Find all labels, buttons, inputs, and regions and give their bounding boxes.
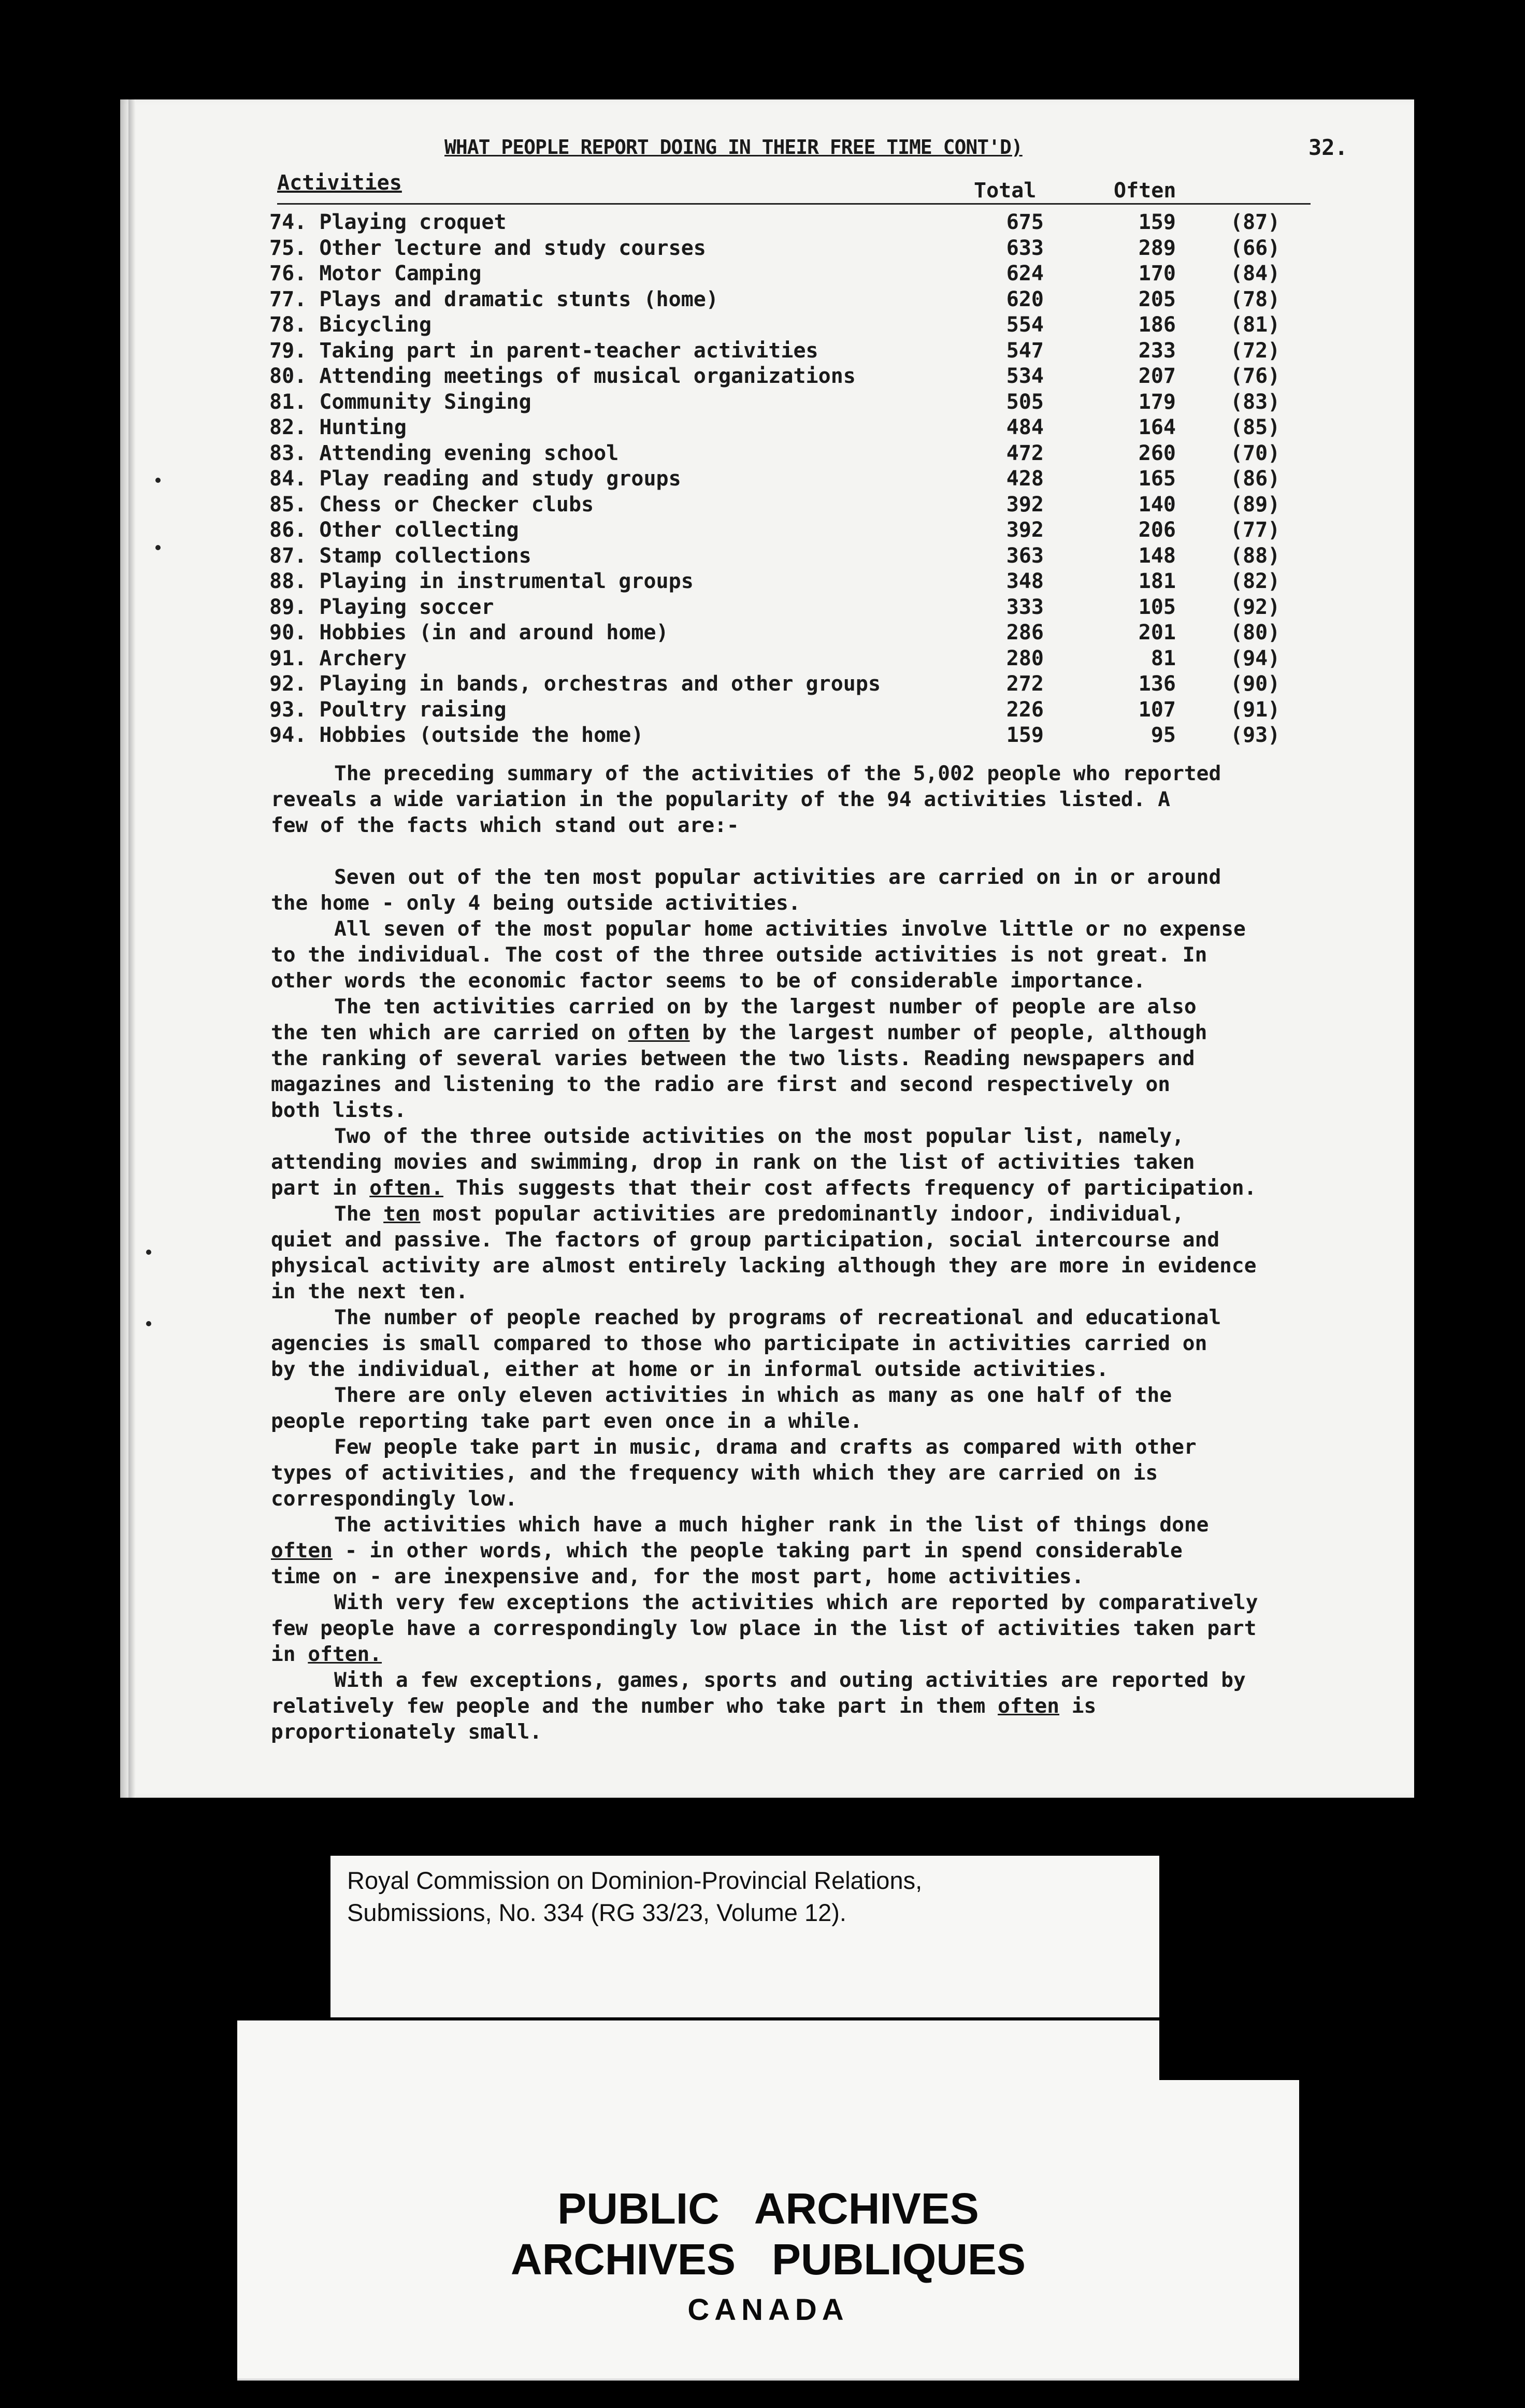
often-rank: (88)	[1230, 543, 1281, 568]
total-count: 675	[1006, 210, 1044, 234]
total-count: 159	[1006, 723, 1044, 747]
margin-mark	[155, 478, 161, 483]
often-rank: (84)	[1230, 262, 1281, 285]
table-row	[269, 361, 1326, 387]
underlined-word: often	[271, 1539, 333, 1563]
table-row	[269, 566, 1326, 592]
header-rule	[277, 203, 1311, 205]
table-row	[269, 336, 1326, 362]
often-rank: (66)	[1230, 236, 1281, 260]
text-run: With a few exceptions, games, sports and outing activities are reported by relatively few people and the number who take part in them	[271, 1668, 1246, 1718]
often-count: 207	[1138, 364, 1176, 388]
often-rank: (70)	[1230, 441, 1281, 465]
total-count: 428	[1006, 467, 1044, 491]
often-count: 233	[1138, 338, 1176, 363]
activity-name: 85. Chess or Checker clubs	[269, 492, 594, 517]
margin-mark	[155, 545, 161, 550]
total-count: 392	[1006, 492, 1044, 517]
activity-name: 77. Plays and dramatic stunts (home)	[269, 287, 718, 311]
total-count: 348	[1006, 569, 1044, 593]
often-count: 140	[1138, 492, 1176, 517]
often-count: 95	[1150, 723, 1176, 747]
text-run: most popular activities are predominantly indoor, individual, quiet and passive. The factors of group participation, social intercourse and physical activity are almost entirely lacking although they are more in evidence in the next ten.	[271, 1202, 1257, 1303]
often-rank: (78)	[1230, 287, 1281, 311]
often-rank: (86)	[1230, 467, 1281, 491]
page-number: 32.	[1308, 135, 1348, 160]
activity-name: 74. Playing croquet	[269, 210, 507, 234]
table-row	[269, 618, 1326, 643]
often-count: 136	[1138, 672, 1176, 696]
total-count: 547	[1006, 338, 1044, 363]
total-count: 333	[1006, 595, 1044, 619]
activity-name: 83. Attending evening school	[269, 441, 619, 465]
text-run: The ten activities carried on by the largest number of people are also the ten which are carried on	[271, 995, 1197, 1044]
table-row	[269, 259, 1326, 284]
total-count: 554	[1006, 313, 1044, 337]
total-count: 484	[1006, 415, 1044, 439]
total-count: 392	[1006, 518, 1044, 542]
column-header-often: Often	[1114, 179, 1176, 203]
often-count: 148	[1138, 543, 1176, 568]
text-run: With very few exceptions the activities which are reported by comparatively few people have a correspondingly low place in the list of activities taken part in	[271, 1590, 1258, 1666]
activity-name: 93. Poultry raising	[269, 697, 507, 722]
archive-reference-label	[330, 1856, 1159, 2017]
often-count: 206	[1138, 518, 1176, 542]
activity-name: 91. Archery	[269, 646, 407, 670]
summary-paragraph	[271, 994, 1328, 1123]
activity-name: 81. Community Singing	[269, 390, 531, 414]
table-row	[269, 284, 1326, 310]
activity-name: 80. Attending meetings of musical organizations	[269, 364, 856, 388]
activity-name: 89. Playing soccer	[269, 595, 494, 619]
activity-table	[269, 207, 1326, 746]
summary-intro: The preceding summary of the activities of the 5,002 people who reported reveals a wide variation in the popularity of the 94 activities listed. A few of the facts which stand out are:-	[271, 762, 1221, 837]
table-row	[269, 695, 1326, 721]
public-archives-stamp	[237, 2080, 1299, 2381]
activity-name: 87. Stamp collections	[269, 543, 531, 568]
table-row	[269, 720, 1326, 746]
activity-name: 88. Playing in instrumental groups	[269, 569, 694, 593]
summary-paragraph: All seven of the most popular home activities involve little or no expense to the individual. The cost of the three outside activities is not great. In other words the economic factor seems to be of considerable importance.	[271, 917, 1246, 993]
table-row	[269, 412, 1326, 438]
table-row	[269, 669, 1326, 695]
underlined-word: often	[628, 1021, 690, 1044]
often-rank: (89)	[1230, 492, 1281, 517]
often-count: 165	[1138, 467, 1176, 491]
column-header-activities: Activities	[277, 171, 402, 195]
total-count: 633	[1006, 236, 1044, 260]
often-rank: (77)	[1230, 518, 1281, 542]
table-row	[269, 592, 1326, 618]
archive-reference-line: Submissions, No. 334 (RG 33/23, Volume 12).	[347, 1899, 846, 1926]
stamp-line: PUBLIC ARCHIVES	[557, 2184, 979, 2233]
total-count: 286	[1006, 621, 1044, 644]
often-rank: (92)	[1230, 595, 1281, 619]
often-count: 179	[1138, 390, 1176, 414]
often-count: 186	[1138, 313, 1176, 337]
often-rank: (87)	[1230, 210, 1281, 234]
text-run: by the largest number of people, although the ranking of several varies between the two lists. Reading newspapers and magazines and listening to the radio are first and second respectively on both lists.	[271, 1021, 1207, 1122]
often-rank: (94)	[1230, 646, 1281, 670]
stamp-line: CANADA	[687, 2293, 849, 2327]
summary-paragraph: Few people take part in music, drama and crafts as compared with other types of activities, and the frequency with which they are carried on is correspondingly low.	[271, 1435, 1197, 1511]
often-count: 205	[1138, 287, 1176, 311]
table-row	[269, 310, 1326, 336]
often-rank: (90)	[1230, 672, 1281, 696]
text-run: This suggests that their cost affects frequency of participation.	[443, 1176, 1257, 1200]
often-count: 81	[1150, 646, 1176, 670]
often-count: 159	[1138, 210, 1176, 234]
table-row	[269, 490, 1326, 515]
total-count: 226	[1006, 697, 1044, 722]
often-count: 170	[1138, 262, 1176, 285]
summary-paragraph: The number of people reached by programs of recreational and educational agencies is small compared to those who participate in activities carried on by the individual, either at home or in informal outside activities.	[271, 1306, 1221, 1381]
archive-reference-line: Royal Commission on Dominion-Provincial Relations,	[347, 1867, 923, 1894]
often-count: 107	[1138, 697, 1176, 722]
summary-text	[271, 761, 1328, 1745]
table-row	[269, 438, 1326, 464]
underlined-word: ten	[383, 1202, 421, 1226]
table-row	[269, 643, 1326, 669]
often-rank: (80)	[1230, 621, 1281, 644]
column-header-total: Total	[974, 179, 1037, 203]
total-count: 620	[1006, 287, 1044, 311]
table-row	[269, 233, 1326, 259]
total-count: 505	[1006, 390, 1044, 414]
total-count: 534	[1006, 364, 1044, 388]
total-count: 472	[1006, 441, 1044, 465]
summary-paragraph	[271, 1589, 1328, 1667]
activity-name: 84. Play reading and study groups	[269, 467, 681, 491]
underlined-word: often.	[369, 1176, 443, 1200]
activity-name: 90. Hobbies (in and around home)	[269, 621, 669, 644]
page-edge-shadow	[128, 99, 136, 1798]
summary-paragraph	[271, 1123, 1328, 1201]
table-row	[269, 387, 1326, 413]
often-count: 105	[1138, 595, 1176, 619]
summary-paragraph: Seven out of the ten most popular activities are carried on in or around the home - only 4 being outside activities.	[271, 865, 1221, 915]
table-row	[269, 207, 1326, 233]
summary-paragraph	[271, 1512, 1328, 1589]
underlined-word: often.	[308, 1642, 382, 1666]
activity-name: 75. Other lecture and study courses	[269, 236, 706, 260]
activity-name: 86. Other collecting	[269, 518, 519, 542]
stamp-line: ARCHIVES PUBLIQUES	[510, 2235, 1026, 2284]
table-row	[269, 515, 1326, 541]
summary-paragraph	[271, 1201, 1328, 1305]
text-run: is proportionately small.	[271, 1694, 1097, 1744]
often-count: 289	[1138, 236, 1176, 260]
often-rank: (72)	[1230, 338, 1281, 363]
often-count: 181	[1138, 569, 1176, 593]
summary-paragraph: There are only eleven activities in which as many as one half of the people reporting take part even once in a while.	[271, 1383, 1172, 1433]
activity-name: 78. Bicycling	[269, 313, 432, 337]
activity-name: 94. Hobbies (outside the home)	[269, 723, 644, 747]
total-count: 272	[1006, 672, 1044, 696]
activity-name: 76. Motor Camping	[269, 262, 482, 285]
often-rank: (83)	[1230, 390, 1281, 414]
text-run: The activities which have a much higher rank in the list of things done	[334, 1513, 1209, 1537]
often-count: 260	[1138, 441, 1176, 465]
often-count: 201	[1138, 621, 1176, 644]
text-run: Two of the three outside activities on the most popular list, namely, attending movies and swimming, drop in rank on the list of activities taken part in	[271, 1124, 1195, 1200]
often-rank: (76)	[1230, 364, 1281, 388]
table-row	[269, 541, 1326, 567]
margin-mark	[146, 1250, 151, 1255]
text-run: The	[334, 1202, 384, 1226]
activity-name: 79. Taking part in parent-teacher activities	[269, 338, 818, 363]
total-count: 363	[1006, 543, 1044, 568]
often-rank: (81)	[1230, 313, 1281, 337]
often-count: 164	[1138, 415, 1176, 439]
often-rank: (91)	[1230, 697, 1281, 722]
total-count: 624	[1006, 262, 1044, 285]
underlined-word: often	[998, 1694, 1059, 1718]
table-row	[269, 464, 1326, 490]
total-count: 280	[1006, 646, 1044, 670]
summary-paragraph	[271, 1667, 1328, 1745]
often-rank: (93)	[1230, 723, 1281, 747]
activity-name: 92. Playing in bands, orchestras and other groups	[269, 672, 881, 696]
activity-name: 82. Hunting	[269, 415, 407, 439]
page-header: WHAT PEOPLE REPORT DOING IN THEIR FREE TIME CONT'D)	[444, 136, 1023, 159]
text-run: - in other words, which the people taking part in spend considerable time on - are inexpensive and, for the most part, home activities.	[271, 1539, 1183, 1588]
often-rank: (85)	[1230, 415, 1281, 439]
margin-mark	[146, 1321, 151, 1326]
often-rank: (82)	[1230, 569, 1281, 593]
